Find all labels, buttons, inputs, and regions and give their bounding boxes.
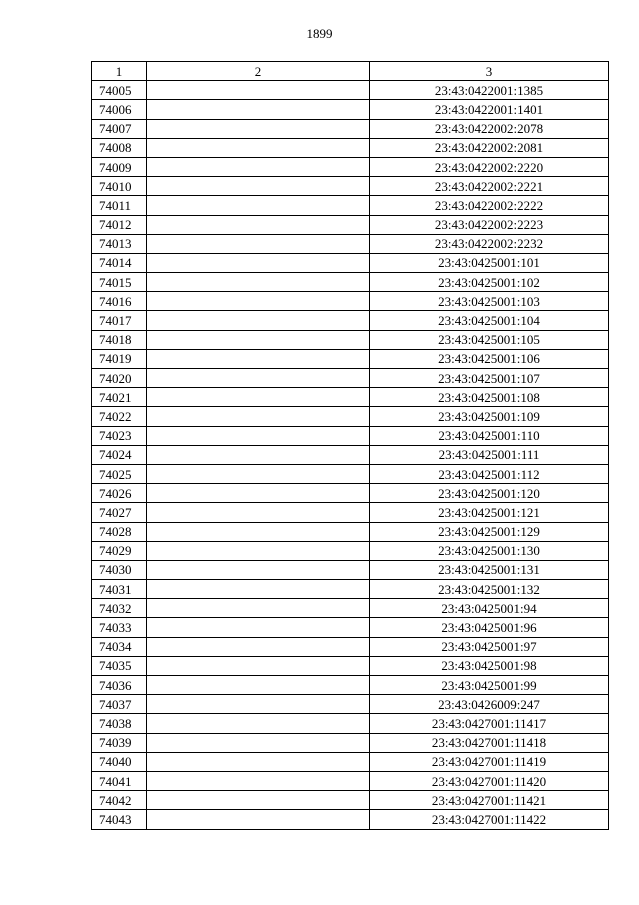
table-cell-col-3: 23:43:0426009:247 xyxy=(370,695,609,714)
table-cell-col-1: 74042 xyxy=(92,791,147,810)
table-cell-col-3: 23:43:0427001:11417 xyxy=(370,714,609,733)
table-cell-col-1: 74014 xyxy=(92,253,147,272)
table-cell-col-1: 74012 xyxy=(92,215,147,234)
table-cell-col-2 xyxy=(147,445,370,464)
table-cell-col-1: 74043 xyxy=(92,810,147,829)
table-cell-col-1: 74027 xyxy=(92,503,147,522)
table-cell-col-2 xyxy=(147,407,370,426)
table-cell-col-2 xyxy=(147,637,370,656)
table-row xyxy=(92,656,609,675)
table-row xyxy=(92,580,609,599)
table-cell-col-1: 74017 xyxy=(92,311,147,330)
table-row xyxy=(92,637,609,656)
table-cell-col-2 xyxy=(147,484,370,503)
table-cell-col-3: 23:43:0425001:110 xyxy=(370,426,609,445)
table-cell-col-1: 74016 xyxy=(92,292,147,311)
table-cell-col-1: 74037 xyxy=(92,695,147,714)
column-header-2: 2 xyxy=(147,62,370,81)
table-cell-col-2 xyxy=(147,234,370,253)
table-row xyxy=(92,177,609,196)
table-row xyxy=(92,253,609,272)
table-cell-col-2 xyxy=(147,464,370,483)
table-row xyxy=(92,369,609,388)
table-cell-col-2 xyxy=(147,292,370,311)
table-cell-col-1: 74010 xyxy=(92,177,147,196)
table-cell-col-3: 23:43:0422002:2220 xyxy=(370,157,609,176)
table-body xyxy=(92,81,609,829)
table-cell-col-3: 23:43:0422001:1401 xyxy=(370,100,609,119)
table-cell-col-2 xyxy=(147,388,370,407)
table-cell-col-2 xyxy=(147,714,370,733)
table-row xyxy=(92,138,609,157)
table-cell-col-2 xyxy=(147,618,370,637)
table-row xyxy=(92,733,609,752)
table-cell-col-1: 74023 xyxy=(92,426,147,445)
cadastral-table xyxy=(91,61,609,830)
table-cell-col-3: 23:43:0425001:112 xyxy=(370,464,609,483)
table-row xyxy=(92,388,609,407)
table-cell-col-1: 74006 xyxy=(92,100,147,119)
table-cell-col-3: 23:43:0425001:132 xyxy=(370,580,609,599)
table-row xyxy=(92,407,609,426)
table-row xyxy=(92,426,609,445)
table-row xyxy=(92,484,609,503)
table-cell-col-2 xyxy=(147,752,370,771)
table-cell-col-3: 23:43:0425001:108 xyxy=(370,388,609,407)
table-cell-col-2 xyxy=(147,369,370,388)
table-cell-col-1: 74033 xyxy=(92,618,147,637)
table-cell-col-3: 23:43:0422002:2232 xyxy=(370,234,609,253)
table-row xyxy=(92,349,609,368)
table-row xyxy=(92,311,609,330)
table-cell-col-1: 74031 xyxy=(92,580,147,599)
table-cell-col-3: 23:43:0422002:2078 xyxy=(370,119,609,138)
table-row xyxy=(92,273,609,292)
column-header-1: 1 xyxy=(92,62,147,81)
table-cell-col-2 xyxy=(147,599,370,618)
table-cell-col-2 xyxy=(147,177,370,196)
table-cell-col-1: 74029 xyxy=(92,541,147,560)
table-cell-col-3: 23:43:0425001:98 xyxy=(370,656,609,675)
table-row xyxy=(92,215,609,234)
table-row xyxy=(92,810,609,829)
table-cell-col-1: 74009 xyxy=(92,157,147,176)
table-row xyxy=(92,464,609,483)
table-cell-col-1: 74005 xyxy=(92,81,147,100)
table-row xyxy=(92,541,609,560)
table-cell-col-2 xyxy=(147,253,370,272)
table-cell-col-3: 23:43:0425001:101 xyxy=(370,253,609,272)
table-cell-col-2 xyxy=(147,791,370,810)
table-cell-col-3: 23:43:0425001:105 xyxy=(370,330,609,349)
table-cell-col-2 xyxy=(147,733,370,752)
table-cell-col-3: 23:43:0425001:96 xyxy=(370,618,609,637)
table-row xyxy=(92,791,609,810)
table-cell-col-1: 74038 xyxy=(92,714,147,733)
table-row xyxy=(92,234,609,253)
table-cell-col-3: 23:43:0425001:97 xyxy=(370,637,609,656)
header-row xyxy=(92,62,609,81)
table-row xyxy=(92,81,609,100)
table-cell-col-1: 74007 xyxy=(92,119,147,138)
table-cell-col-2 xyxy=(147,656,370,675)
table-cell-col-3: 23:43:0425001:129 xyxy=(370,522,609,541)
table-row xyxy=(92,196,609,215)
table-cell-col-3: 23:43:0425001:103 xyxy=(370,292,609,311)
table-cell-col-3: 23:43:0422002:2223 xyxy=(370,215,609,234)
table-row xyxy=(92,503,609,522)
table-cell-col-3: 23:43:0425001:104 xyxy=(370,311,609,330)
column-header-3: 3 xyxy=(370,62,609,81)
table-cell-col-3: 23:43:0427001:11420 xyxy=(370,771,609,790)
table-cell-col-2 xyxy=(147,330,370,349)
table-cell-col-1: 74034 xyxy=(92,637,147,656)
table-cell-col-2 xyxy=(147,560,370,579)
table-row xyxy=(92,292,609,311)
table-row xyxy=(92,714,609,733)
table-row xyxy=(92,771,609,790)
table-cell-col-1: 74032 xyxy=(92,599,147,618)
table-cell-col-3: 23:43:0427001:11422 xyxy=(370,810,609,829)
table-row xyxy=(92,599,609,618)
table-cell-col-2 xyxy=(147,349,370,368)
table-cell-col-2 xyxy=(147,100,370,119)
table-cell-col-3: 23:43:0422001:1385 xyxy=(370,81,609,100)
table-row xyxy=(92,445,609,464)
table-cell-col-1: 74013 xyxy=(92,234,147,253)
table-cell-col-3: 23:43:0427001:11418 xyxy=(370,733,609,752)
table-cell-col-3: 23:43:0422002:2081 xyxy=(370,138,609,157)
table-cell-col-3: 23:43:0425001:120 xyxy=(370,484,609,503)
table-cell-col-3: 23:43:0425001:131 xyxy=(370,560,609,579)
table-cell-col-1: 74035 xyxy=(92,656,147,675)
table-cell-col-1: 74040 xyxy=(92,752,147,771)
table-cell-col-2 xyxy=(147,771,370,790)
table-header xyxy=(92,62,609,81)
table-cell-col-3: 23:43:0425001:111 xyxy=(370,445,609,464)
table-cell-col-1: 74021 xyxy=(92,388,147,407)
table-cell-col-3: 23:43:0425001:121 xyxy=(370,503,609,522)
table-cell-col-1: 74026 xyxy=(92,484,147,503)
table-row xyxy=(92,100,609,119)
table-cell-col-2 xyxy=(147,426,370,445)
table-row xyxy=(92,695,609,714)
table-row xyxy=(92,157,609,176)
table-cell-col-1: 74022 xyxy=(92,407,147,426)
table-cell-col-3: 23:43:0425001:102 xyxy=(370,273,609,292)
table-cell-col-2 xyxy=(147,273,370,292)
table-cell-col-3: 23:43:0427001:11419 xyxy=(370,752,609,771)
table-row xyxy=(92,560,609,579)
table-cell-col-1: 74020 xyxy=(92,369,147,388)
table-cell-col-2 xyxy=(147,810,370,829)
table-cell-col-1: 74008 xyxy=(92,138,147,157)
table-cell-col-1: 74041 xyxy=(92,771,147,790)
table-row xyxy=(92,119,609,138)
table-row xyxy=(92,752,609,771)
table-cell-col-1: 74011 xyxy=(92,196,147,215)
table-cell-col-2 xyxy=(147,676,370,695)
table-cell-col-3: 23:43:0425001:107 xyxy=(370,369,609,388)
table-cell-col-3: 23:43:0425001:106 xyxy=(370,349,609,368)
table-row xyxy=(92,618,609,637)
table-cell-col-1: 74039 xyxy=(92,733,147,752)
table-cell-col-2 xyxy=(147,522,370,541)
table-cell-col-2 xyxy=(147,119,370,138)
table-cell-col-3: 23:43:0425001:130 xyxy=(370,541,609,560)
table-cell-col-2 xyxy=(147,138,370,157)
table-cell-col-1: 74036 xyxy=(92,676,147,695)
table-cell-col-1: 74015 xyxy=(92,273,147,292)
table-cell-col-1: 74018 xyxy=(92,330,147,349)
table-cell-col-3: 23:43:0427001:11421 xyxy=(370,791,609,810)
table-cell-col-1: 74028 xyxy=(92,522,147,541)
table-cell-col-1: 74025 xyxy=(92,464,147,483)
table-cell-col-1: 74019 xyxy=(92,349,147,368)
table-row xyxy=(92,522,609,541)
table-cell-col-1: 74024 xyxy=(92,445,147,464)
table-cell-col-2 xyxy=(147,503,370,522)
table-cell-col-2 xyxy=(147,580,370,599)
table-cell-col-2 xyxy=(147,81,370,100)
table-cell-col-1: 74030 xyxy=(92,560,147,579)
table-row xyxy=(92,330,609,349)
table-row xyxy=(92,676,609,695)
table-cell-col-3: 23:43:0425001:109 xyxy=(370,407,609,426)
table-cell-col-3: 23:43:0422002:2221 xyxy=(370,177,609,196)
table-cell-col-2 xyxy=(147,695,370,714)
table-cell-col-2 xyxy=(147,215,370,234)
table-cell-col-3: 23:43:0422002:2222 xyxy=(370,196,609,215)
table-cell-col-2 xyxy=(147,311,370,330)
table-cell-col-2 xyxy=(147,196,370,215)
table-cell-col-3: 23:43:0425001:99 xyxy=(370,676,609,695)
table-cell-col-2 xyxy=(147,157,370,176)
page-number: 1899 xyxy=(306,26,333,41)
table-cell-col-2 xyxy=(147,541,370,560)
table-cell-col-3: 23:43:0425001:94 xyxy=(370,599,609,618)
